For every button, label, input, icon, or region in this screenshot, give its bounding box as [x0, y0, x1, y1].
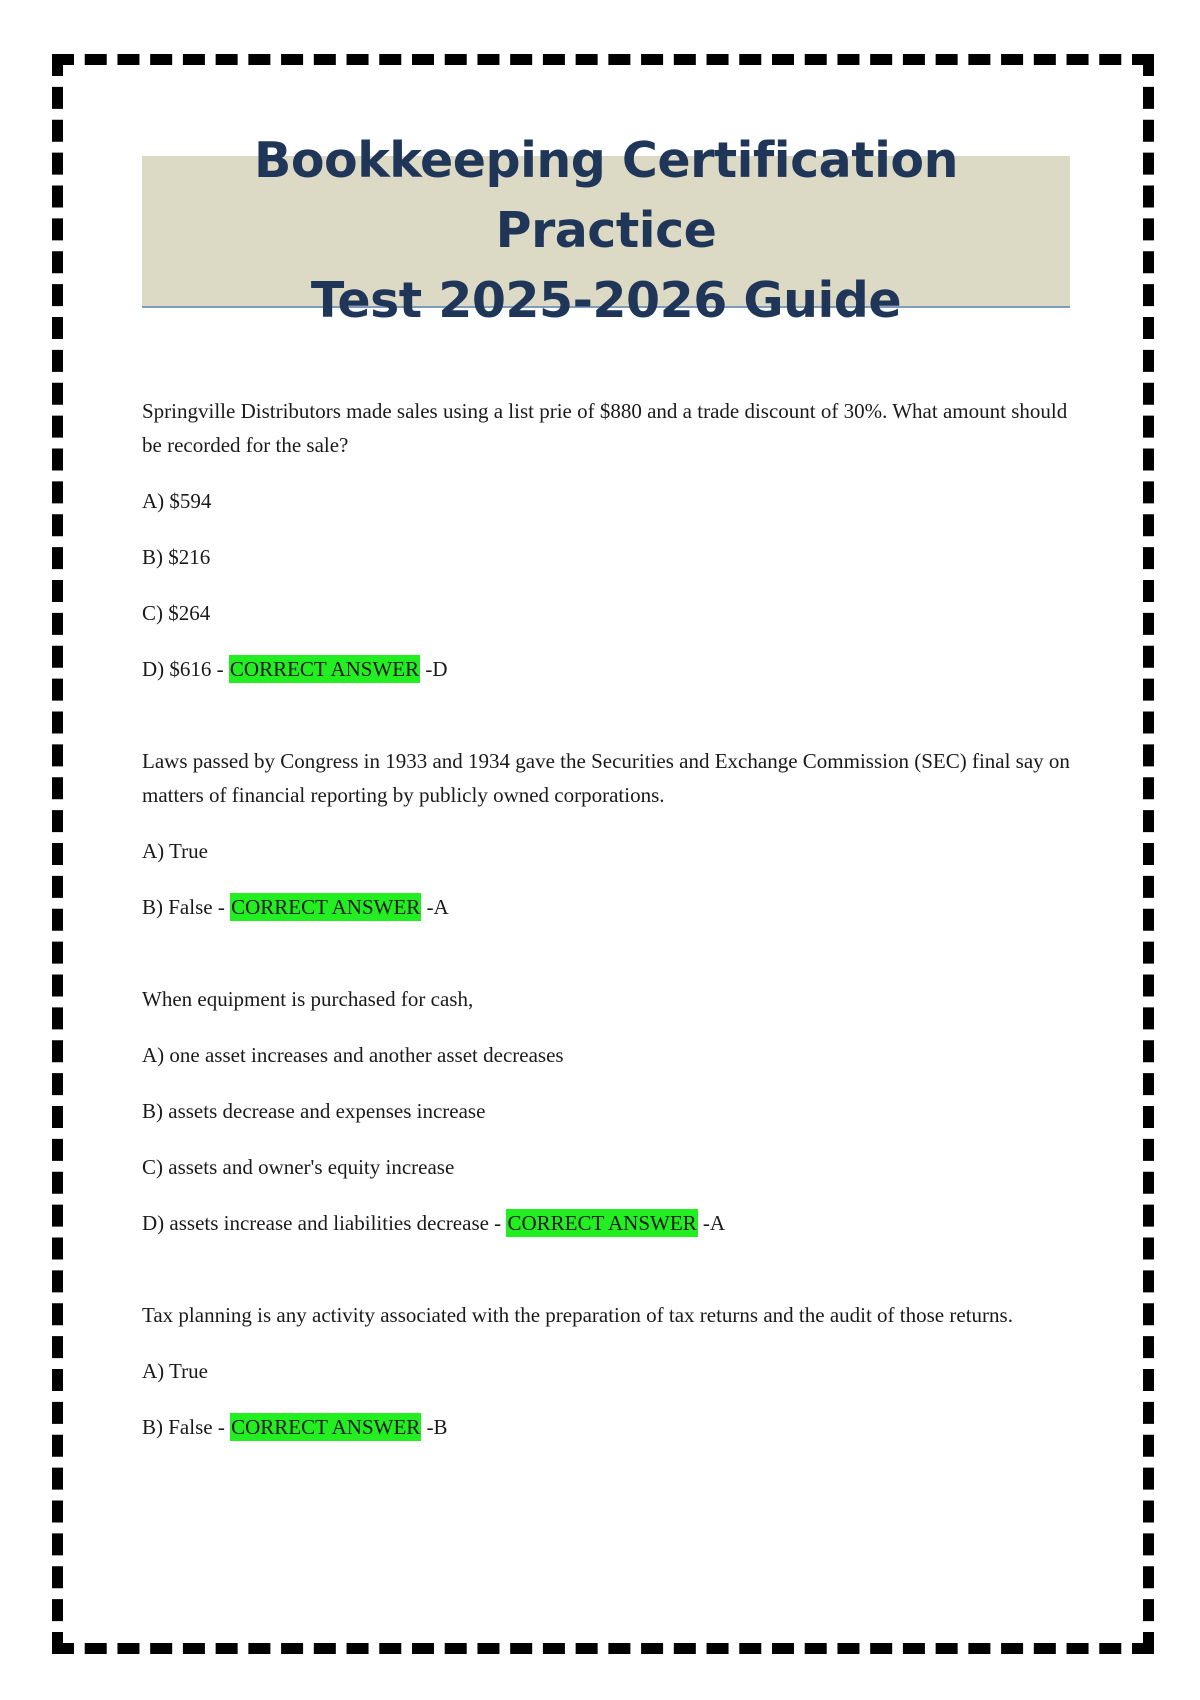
questions-list	[142, 394, 1077, 1502]
answer-letter: -B	[421, 1415, 448, 1439]
option-c: C) assets and owner's equity increase	[142, 1155, 455, 1179]
option-a: A) True	[142, 839, 208, 863]
question-4	[142, 1298, 1077, 1444]
question-2	[142, 744, 1077, 924]
option-b-with-answer	[142, 1410, 1077, 1444]
answer-letter: -A	[421, 895, 449, 919]
option-b: B) assets decrease and expenses increase	[142, 1099, 486, 1123]
option-d: D) $616 -	[142, 657, 229, 681]
question-1	[142, 394, 1077, 686]
correct-answer-badge: CORRECT ANSWER	[231, 1415, 421, 1439]
option-d: D) assets increase and liabilities decrease -	[142, 1211, 507, 1235]
question-text: Springville Distributors made sales using a list prie of $880 and a trade discount of 30%. What amount should be recorded for the sale?	[142, 399, 1068, 457]
question-text: Laws passed by Congress in 1933 and 1934 gave the Securities and Exchange Commission (SEC) final say on matters of financial reporting by publicly owned corporations.	[142, 749, 1070, 807]
option-b: B) False -	[142, 1415, 231, 1439]
option-b: B) $216	[142, 545, 211, 569]
option-d-with-answer	[142, 1206, 1077, 1240]
option-a: A) True	[142, 1359, 208, 1383]
option-a: A) $594	[142, 489, 212, 513]
option-a: A) one asset increases and another asset decreases	[142, 1043, 564, 1067]
correct-answer-badge: CORRECT ANSWER	[507, 1211, 697, 1235]
option-c: C) $264	[142, 601, 211, 625]
document-title	[142, 126, 1070, 336]
option-b-with-answer	[142, 890, 1077, 924]
question-3	[142, 982, 1077, 1240]
question-text: Tax planning is any activity associated with the preparation of tax returns and the audit of those returns.	[142, 1303, 1013, 1327]
correct-answer-badge: CORRECT ANSWER	[229, 657, 420, 681]
correct-answer-badge: CORRECT ANSWER	[231, 895, 421, 919]
question-text: When equipment is purchased for cash,	[142, 987, 474, 1011]
title-line-2: Test 2025-2026 Guide	[310, 272, 902, 329]
answer-letter: -D	[420, 657, 448, 681]
option-b: B) False -	[142, 895, 231, 919]
title-banner	[142, 132, 1070, 329]
option-d-with-answer	[142, 652, 1077, 686]
answer-letter: -A	[697, 1211, 726, 1235]
title-line-1: Bookkeeping Certification Practice	[254, 132, 958, 259]
